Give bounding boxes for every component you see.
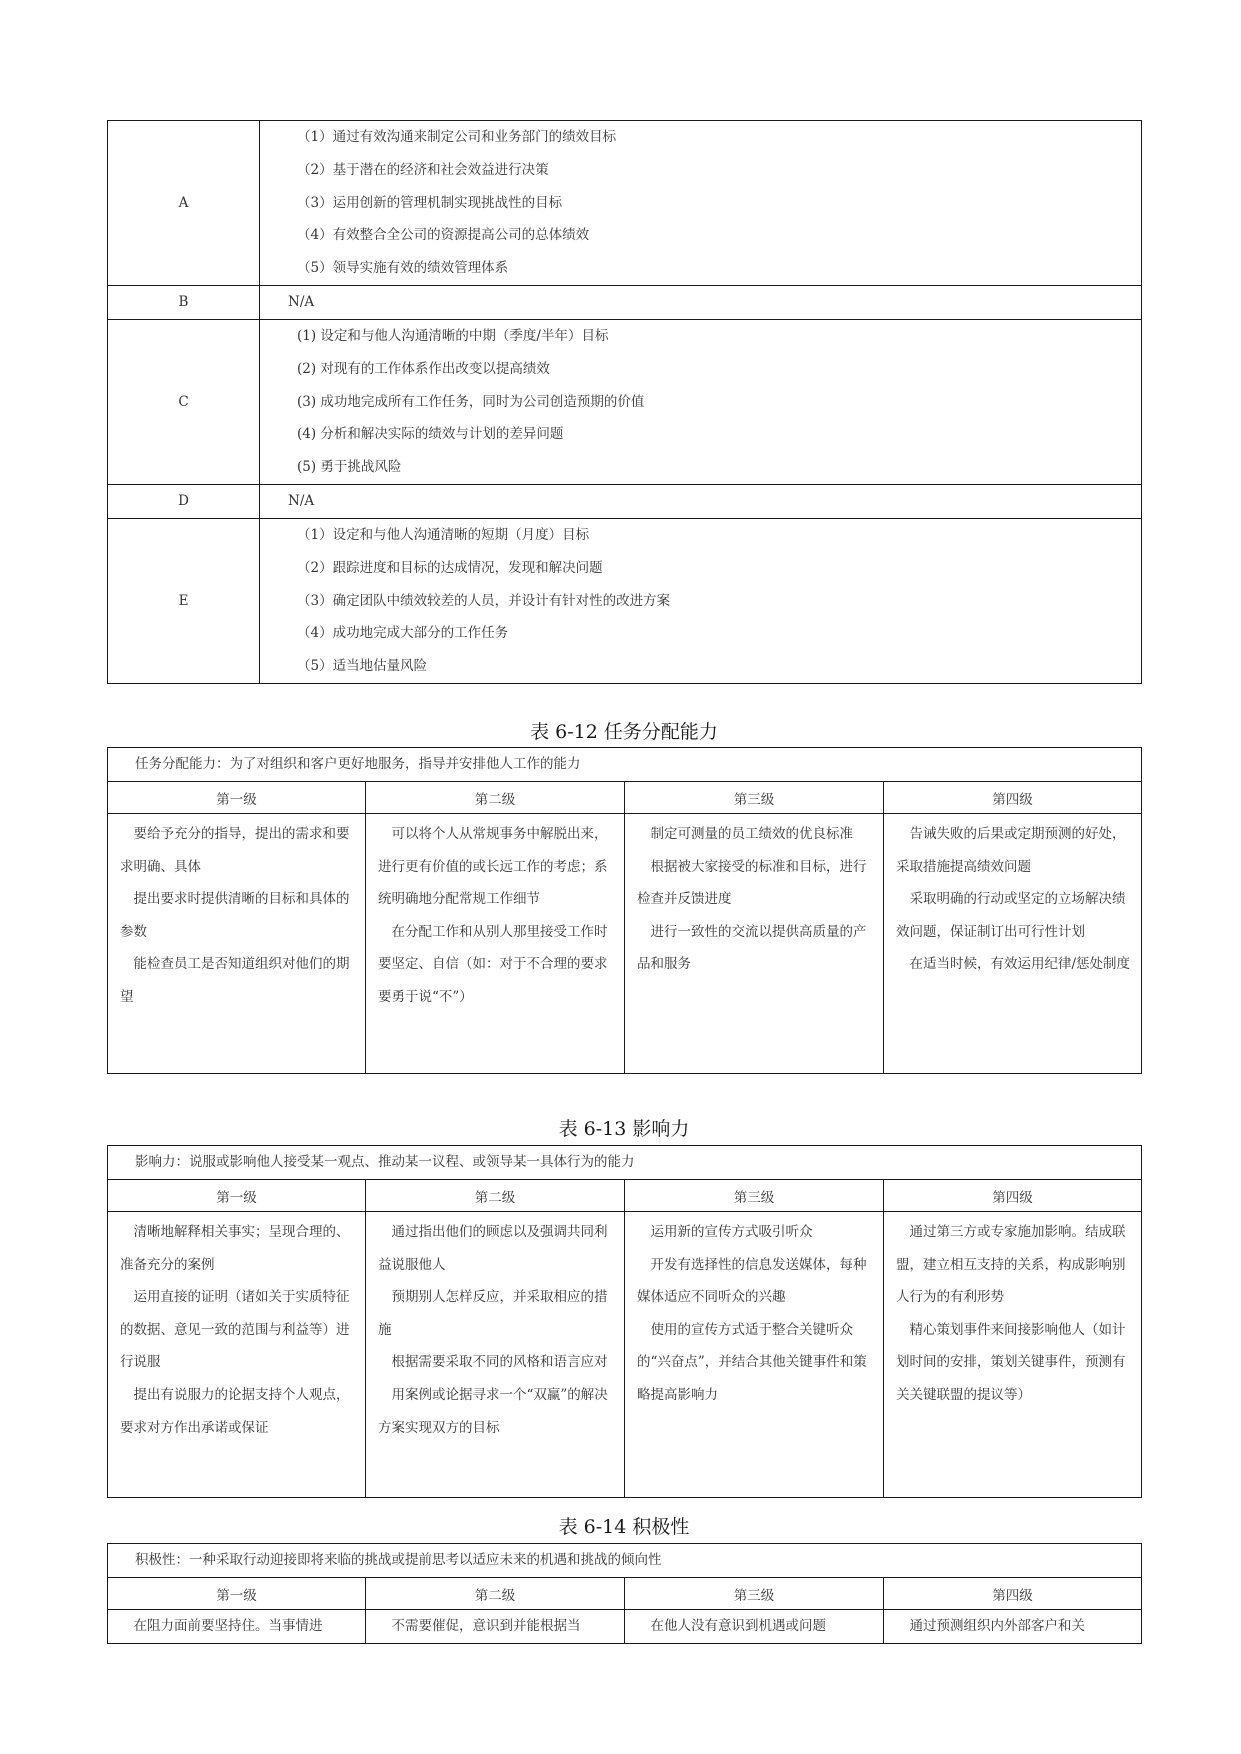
list-item: (3) 成功地完成所有工作任务，同时为公司创造预期的价值 <box>297 393 645 410</box>
list-item: (1) 设定和与他人沟通清晰的中期（季度/半年）目标 <box>297 327 609 344</box>
paragraph: 用案例或论据寻求一个“双赢”的解决方案实现双方的目标 <box>378 1386 608 1436</box>
row-label: C <box>108 319 260 484</box>
list-item: （4）成功地完成大部分的工作任务 <box>297 625 509 642</box>
table-row <box>108 285 1142 319</box>
list-item: （5）领导实施有效的绩效管理体系 <box>297 260 509 277</box>
list-item: （2）跟踪进度和目标的达成情况，发现和解决问题 <box>297 559 603 576</box>
paragraph: 进行一致性的交流以提供高质量的产品和服务 <box>637 923 867 973</box>
level-header: 第三级 <box>625 1578 884 1610</box>
paragraph: 清晰地解释相关事实；呈现合理的、准备充分的案例 <box>120 1224 350 1273</box>
level-description <box>366 1212 625 1498</box>
level-header: 第一级 <box>108 1180 366 1212</box>
list-item: (4) 分析和解决实际的绩效与计划的差异问题 <box>297 426 564 443</box>
paragraph: 不需要催促，意识到并能根据当 <box>378 1618 581 1634</box>
list-item: （2）基于潜在的经济和社会效益进行决策 <box>297 161 549 178</box>
level-header: 第二级 <box>366 1180 625 1212</box>
table-caption-6-12: 表 6-12 任务分配能力 <box>530 721 718 743</box>
paragraph: 精心策划事件来间接影响他人（如计划时间的安排，策划关键事件，预测有关关键联盟的提议等） <box>896 1321 1126 1403</box>
row-label: B <box>108 285 260 319</box>
list-item: （4）有效整合全公司的资源提高公司的总体绩效 <box>297 227 590 244</box>
table-row <box>108 319 1142 484</box>
level-header: 第二级 <box>366 782 625 814</box>
paragraph: 能检查员工是否知道组织对他们的期望 <box>120 956 350 1005</box>
paragraph: 在适当时候，有效运用纪律/惩处制度 <box>896 956 1131 973</box>
table-6-12 <box>107 747 1142 1074</box>
level-header: 第四级 <box>884 1578 1142 1610</box>
table-6-14 <box>107 1543 1142 1644</box>
level-description <box>366 1610 625 1644</box>
level-description <box>884 814 1142 1074</box>
paragraph: 运用直接的证明（诸如关于实质特征的数据、意见一致的范围与利益等）进行说服 <box>120 1289 350 1371</box>
paragraph: 告诫失败的后果或定期预测的好处，采取措施提高绩效问题 <box>896 826 1126 875</box>
list-item: (5) 勇于挑战风险 <box>297 459 402 476</box>
list-item: （3）运用创新的管理机制实现挑战性的目标 <box>297 194 563 211</box>
table-row <box>108 121 1142 286</box>
row-items <box>260 319 1142 484</box>
paragraph: 运用新的宣传方式吸引听众 <box>637 1224 813 1240</box>
row-text: N/A <box>260 285 1142 319</box>
table-row <box>108 484 1142 518</box>
level-header: 第三级 <box>625 782 884 814</box>
paragraph: 提出有说服力的论据支持个人观点，要求对方作出承诺或保证 <box>120 1386 350 1436</box>
paragraph: 可以将个人从常规事务中解脱出来，进行更有价值的或长远工作的考虑；系统明确地分配常规工作细节 <box>378 826 608 908</box>
table-caption-6-14: 表 6-14 积极性 <box>558 1516 690 1538</box>
list-item: （3）确定团队中绩效较差的人员，并设计有针对性的改进方案 <box>297 592 671 609</box>
paragraph: 要给予充分的指导，提出的需求和要求明确、具体 <box>120 826 350 875</box>
level-header: 第一级 <box>108 1578 366 1610</box>
paragraph: 在分配工作和从别人那里接受工作时要坚定、自信（如：对于不合理的要求要勇于说“不”） <box>378 923 608 1005</box>
paragraph: 制定可测量的员工绩效的优良标准 <box>637 826 853 842</box>
paragraph: 根据被大家接受的标准和目标，进行检查并反馈进度 <box>637 858 867 908</box>
level-description <box>625 814 884 1074</box>
list-item: (2) 对现有的工作体系作出改变以提高绩效 <box>297 360 550 377</box>
paragraph: 采取明确的行动或坚定的立场解决绩效问题，保证制订出可行性计划 <box>896 891 1126 940</box>
paragraph: 通过指出他们的顾虑以及强调共同利益说服他人 <box>378 1224 608 1273</box>
level-header: 第四级 <box>884 782 1142 814</box>
table-caption-6-13: 表 6-13 影响力 <box>558 1118 690 1140</box>
competency-level-table <box>107 120 1142 684</box>
level-description <box>884 1610 1142 1644</box>
level-header: 第四级 <box>884 1180 1142 1212</box>
paragraph: 使用的宣传方式适于整合关键听众的“兴奋点”，并结合其他关键事件和策略提高影响力 <box>637 1321 867 1403</box>
level-description <box>366 814 625 1074</box>
level-description <box>625 1212 884 1498</box>
row-label: E <box>108 518 260 683</box>
level-description <box>108 1610 366 1644</box>
level-header: 第二级 <box>366 1578 625 1610</box>
paragraph: 在阻力面前要坚持住。当事情进 <box>120 1618 323 1634</box>
paragraph: 提出要求时提供清晰的目标和具体的参数 <box>120 891 350 940</box>
list-item: （5）适当地估量风险 <box>297 658 428 675</box>
row-items <box>260 518 1142 683</box>
paragraph: 开发有选择性的信息发送媒体，每种媒体适应不同听众的兴趣 <box>637 1256 867 1306</box>
paragraph: 通过预测组织内外部客户和关 <box>896 1618 1085 1634</box>
definition-row: 积极性：一种采取行动迎接即将来临的挑战或提前思考以适应未来的机遇和挑战的倾向性 <box>108 1544 1142 1578</box>
level-description <box>625 1610 884 1644</box>
list-item: （1）设定和与他人沟通清晰的短期（月度）目标 <box>297 526 590 543</box>
row-label: D <box>108 484 260 518</box>
row-items <box>260 121 1142 286</box>
level-header: 第一级 <box>108 782 366 814</box>
level-header: 第三级 <box>625 1180 884 1212</box>
row-label: A <box>108 121 260 286</box>
paragraph: 预期别人怎样反应，并采取相应的措施 <box>378 1289 608 1338</box>
level-description <box>108 1212 366 1498</box>
definition-row: 影响力：说服或影响他人接受某一观点、推动某一议程、或领导某一具体行为的能力 <box>108 1146 1142 1180</box>
table-row <box>108 518 1142 683</box>
paragraph: 通过第三方或专家施加影响。结成联盟，建立相互支持的关系，构成影响别人行为的有利形势 <box>896 1224 1126 1306</box>
paragraph: 在他人没有意识到机遇或问题 <box>637 1618 826 1634</box>
table-6-13 <box>107 1145 1142 1498</box>
paragraph: 根据需要采取不同的风格和语言应对 <box>378 1354 608 1371</box>
definition-row: 任务分配能力：为了对组织和客户更好地服务，指导并安排他人工作的能力 <box>108 748 1142 782</box>
row-text: N/A <box>260 484 1142 518</box>
level-description <box>108 814 366 1074</box>
level-description <box>884 1212 1142 1498</box>
list-item: （1）通过有效沟通来制定公司和业务部门的绩效目标 <box>297 129 617 145</box>
